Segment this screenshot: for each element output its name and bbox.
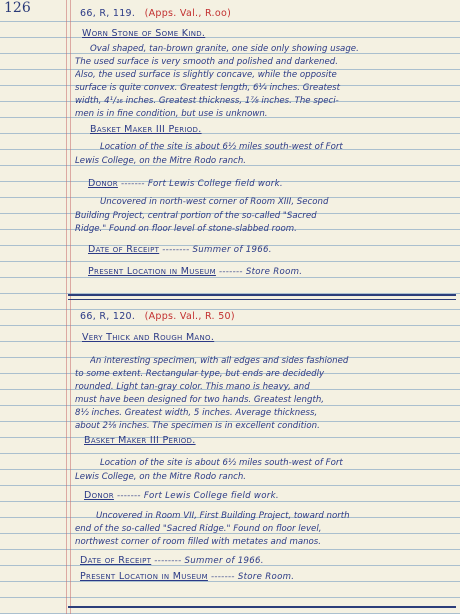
entry1-location-line: Location of the site is about 6½ miles south-west of Fort: [100, 142, 343, 152]
entry1-period: Basket Maker III Period.: [90, 124, 202, 135]
entry2-receipt-dashes: --------: [151, 556, 185, 566]
entry2-donor-value: Fort Lewis College field work.: [143, 491, 279, 501]
entry1-desc-line: The used surface is very smooth and polished and darkened.: [75, 57, 338, 67]
entry1-catalog-number: 66, R, 119.: [80, 8, 136, 19]
entry1-present-label: Present Location in Museum: [88, 266, 216, 277]
entry2-donor-dashes: -------: [113, 491, 144, 501]
entry2-present-dashes: -------: [207, 572, 238, 582]
entry2-desc-line: must have been designed for two hands. Greatest length,: [75, 395, 325, 405]
entry-divider-thin: [68, 299, 456, 300]
entry2-desc-line: to some extent. Rectangular type, but ends are decidedly: [75, 369, 325, 379]
entry1-header: [80, 8, 231, 19]
entry2-desc-line: rounded. Light tan-gray color. This mano is heavy, and: [75, 382, 310, 392]
entry2-catalog-number: 66, R, 120.: [80, 311, 136, 322]
entry1-uncovered-line: Building Project, central portion of the so-called "Sacred: [75, 211, 317, 221]
entry1-uncovered-line: Uncovered in north-west corner of Room XIII, Second: [100, 197, 329, 207]
entry2-present-label: Present Location in Museum: [80, 571, 208, 582]
margin-line-right: [70, 0, 71, 614]
entry2-period: Basket Maker III Period.: [84, 435, 196, 446]
entry1-receipt-dashes: --------: [159, 245, 193, 255]
entry2-receipt-label: Date of Receipt: [80, 555, 152, 566]
entry1-location-line: Lewis College, on the Mitre Rodo ranch.: [75, 156, 247, 166]
entry1-desc-line: Oval shaped, tan-brown granite, one side only showing usage.: [90, 44, 359, 54]
entry1-donor: [88, 178, 283, 189]
entry1-donor-dashes: -------: [117, 179, 148, 189]
margin-line-left: [66, 0, 67, 614]
entry2-desc-line: about 2⅛ inches. The specimen is in excellent condition.: [75, 421, 320, 431]
entry1-desc-line: men is in fine condition, but use is unknown.: [75, 109, 268, 119]
entry1-donor-value: Fort Lewis College field work.: [147, 179, 283, 189]
entry1-present-location: [88, 266, 302, 277]
entry2-header: [80, 311, 235, 322]
entry2-receipt: [80, 555, 264, 566]
entry1-desc-line: width, 4¹/₁₆ inches. Greatest thickness, 1⅞ inches. The speci-: [75, 96, 339, 106]
entry2-desc-line: 8½ inches. Greatest width, 5 inches. Average thickness,: [75, 408, 318, 418]
entry1-desc-line: Also, the used surface is slightly concave, while the opposite: [75, 70, 337, 80]
entry1-donor-label: Donor: [88, 178, 118, 189]
entry2-location-line: Lewis College, on the Mitre Rodo ranch.: [75, 472, 247, 482]
entry2-receipt-value: Summer of 1966.: [184, 556, 264, 566]
entry2-donor-label: Donor: [84, 490, 114, 501]
entry2-donor: [84, 490, 279, 501]
page-number: 126: [4, 0, 31, 16]
entry2-location-line: Location of the site is about 6½ miles south-west of Fort: [100, 458, 343, 468]
entry2-present-location: [80, 571, 294, 582]
entry2-title: Very Thick and Rough Mano.: [82, 332, 215, 343]
entry2-present-value: Store Room.: [237, 572, 295, 582]
entry2-appraisal: (Apps. Val., R. 50): [144, 311, 235, 322]
entry1-appraisal: (Apps. Val., R.oo): [144, 8, 232, 19]
entry2-uncovered-line: northwest corner of room filled with metates and manos.: [75, 537, 322, 547]
entry-divider: [68, 294, 456, 296]
entry1-receipt-label: Date of Receipt: [88, 244, 160, 255]
entry-divider-bottom: [68, 606, 456, 608]
entry1-title: Worn Stone of Some Kind.: [82, 28, 206, 39]
entry1-receipt: [88, 244, 272, 255]
entry2-desc-line: An interesting specimen, with all edges and sides fashioned: [90, 356, 349, 366]
entry2-uncovered-line: Uncovered in Room VII, First Building Project, toward north: [96, 511, 350, 521]
entry1-uncovered-line: Ridge." Found on floor level of stone-slabbed room.: [75, 224, 297, 234]
entry1-present-value: Store Room.: [245, 267, 303, 277]
entry2-uncovered-line: end of the so-called "Sacred Ridge." Found on floor level,: [75, 524, 322, 534]
entry1-present-dashes: -------: [215, 267, 246, 277]
entry1-desc-line: surface is quite convex. Greatest length, 6¼ inches. Greatest: [75, 83, 340, 93]
entry1-receipt-value: Summer of 1966.: [192, 245, 272, 255]
